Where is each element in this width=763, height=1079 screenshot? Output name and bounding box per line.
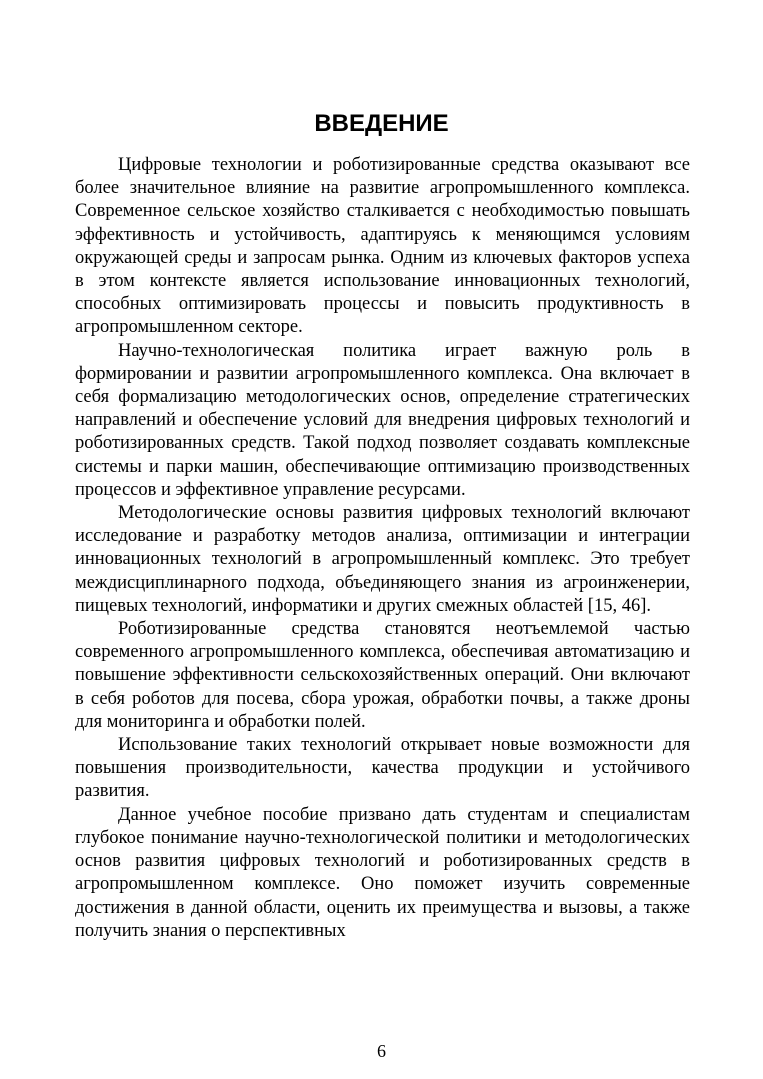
chapter-title: ВВЕДЕНИЕ: [314, 110, 449, 137]
paragraph: Методологические основы развития цифровых технологий включают исследование и разработку методов анализа, оптимизации и интеграции инновационных технологий в агропромышленный комплекс. Это требует междисциплинарного подхода, объединяющего знания из агроинженерии, пищевых технологий, информатики и других смежных областей [15, 46].: [75, 503, 690, 616]
body-text: [75, 154, 690, 943]
page-number: 6: [377, 1041, 386, 1061]
paragraph: Научно-технологическая политика играет важную роль в формировании и развитии агропромышленного комплекса. Она включает в себя формализацию методологических основ, определение стратегических направлений и обеспечение условий для внедрения цифровых технологий и роботизированных средств. Такой подход позволяет создавать комплексные системы и парки машин, обеспечивающие оптимизацию производственных процессов и эффективное управление ресурсами.: [75, 340, 690, 500]
paragraph: Данное учебное пособие призвано дать студентам и специалистам глубокое понимание научно-технологической политики и методологических основ развития цифровых технологий и роботизированных средств в агропромышленном комплексе. Оно поможет изучить современные достижения в данной области, оценить их преимущества и вызовы, а также получить знания о перспективных: [75, 804, 690, 941]
paragraph: Цифровые технологии и роботизированные средства оказывают все более значительное влияние на развитие агропромышленного комплекса. Современное сельское хозяйство сталкивается с необходимостью повышать эффективность и устойчивость, адаптируясь к меняющимся условиям окружающей среды и запросам рынка. Одним из ключевых факторов успеха в этом контексте является использование инновационных технологий, способных оптимизировать процессы и повысить продуктивность в агропромышленном секторе.: [75, 155, 690, 338]
paragraph: Использование таких технологий открывает новые возможности для повышения производительности, качества продукции и устойчивого развития.: [75, 735, 690, 802]
paragraph: Роботизированные средства становятся неотъемлемой частью современного агропромышленного комплекса, обеспечивая автоматизацию и повышение эффективности сельскохозяйственных операций. Они включают в себя роботов для посева, сбора урожая, обработки почвы, а также дроны для мониторинга и обработки полей.: [75, 619, 690, 732]
